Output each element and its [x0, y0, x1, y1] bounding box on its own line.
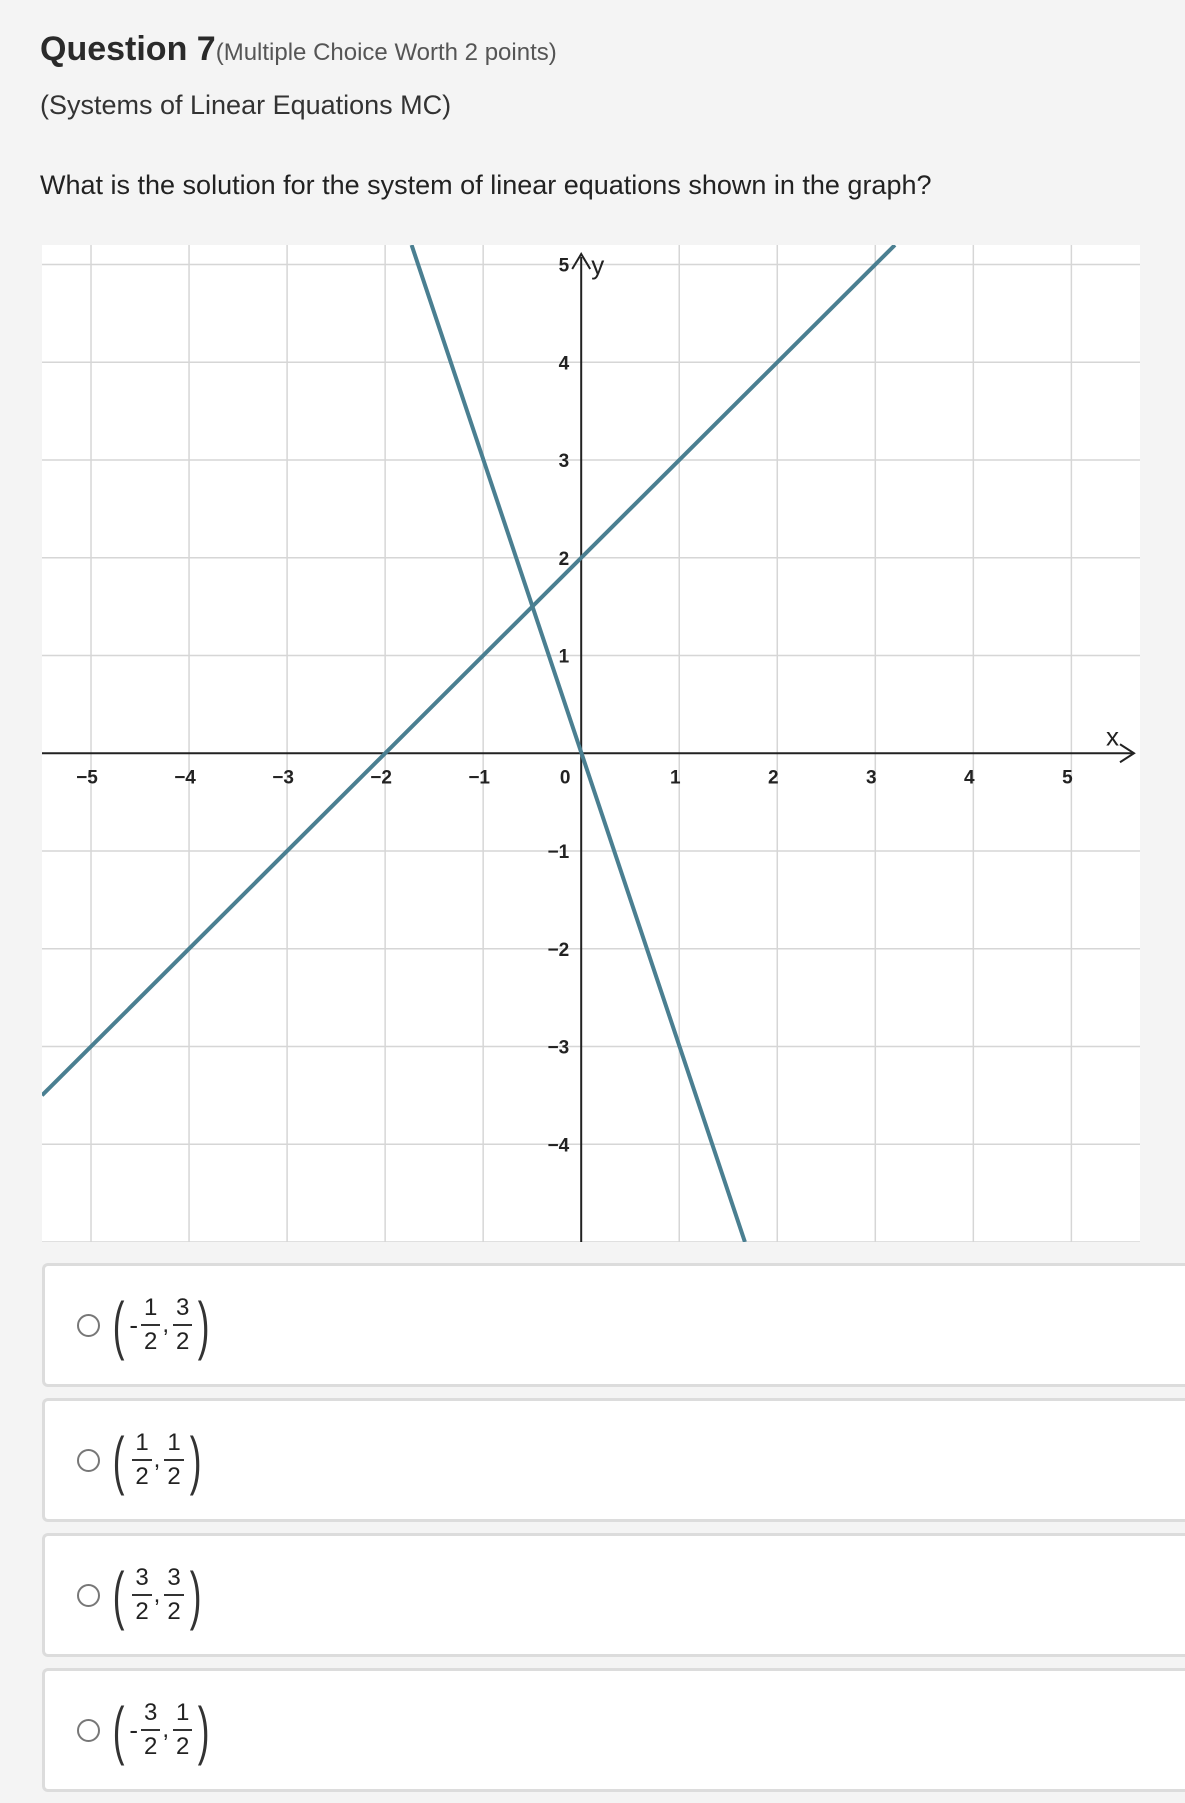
numerator: 1: [132, 1431, 151, 1461]
option-expression: [108, 1694, 215, 1766]
option-expression: [108, 1424, 206, 1496]
answer-options: [42, 1263, 1185, 1803]
denominator: 2: [167, 1463, 181, 1490]
numerator: 3: [173, 1296, 192, 1326]
option-c[interactable]: [42, 1533, 1185, 1657]
denominator: 2: [135, 1463, 149, 1490]
option-expression: [108, 1559, 206, 1631]
question-meta: (Multiple Choice Worth 2 points): [215, 39, 557, 66]
right-paren: ): [198, 1289, 210, 1361]
sign: -: [129, 1309, 138, 1340]
y-tick-label: −3: [547, 1037, 570, 1059]
x-tick-label: 4: [964, 767, 975, 789]
series-line-2: [412, 245, 745, 1242]
numerator: 1: [164, 1431, 183, 1461]
graph: [42, 245, 1140, 1242]
y-tick-label: −2: [547, 939, 570, 961]
x-tick-label: −1: [468, 767, 490, 789]
comma: ,: [153, 1446, 161, 1473]
denominator: 2: [135, 1598, 149, 1625]
y-tick-label: 4: [558, 353, 570, 375]
fraction: [141, 1701, 160, 1759]
x-tick-label: −3: [272, 767, 294, 789]
left-paren: (: [112, 1424, 125, 1496]
radio-button[interactable]: [77, 1719, 100, 1742]
fraction: [164, 1566, 183, 1624]
denominator: 2: [176, 1328, 190, 1355]
comma: ,: [153, 1581, 161, 1608]
denominator: 2: [143, 1733, 158, 1760]
x-tick-label: 2: [767, 767, 779, 789]
right-paren: ): [189, 1559, 202, 1631]
numerator: 1: [141, 1296, 160, 1326]
fraction: [132, 1566, 151, 1624]
option-a[interactable]: [42, 1263, 1185, 1387]
radio-button[interactable]: [77, 1314, 100, 1337]
y-tick-label: −1: [547, 842, 570, 864]
radio-button[interactable]: [77, 1449, 100, 1472]
y-tick-label: 5: [558, 255, 570, 277]
x-tick-label: 1: [669, 767, 681, 789]
x-tick-label: −2: [370, 767, 392, 789]
question-category: (Systems of Linear Equations MC): [40, 90, 452, 120]
graph-svg: [42, 245, 1140, 1242]
numerator: 3: [141, 1701, 160, 1731]
left-paren: (: [112, 1694, 125, 1766]
comma: ,: [162, 1311, 170, 1338]
numerator: 3: [132, 1566, 151, 1596]
radio-button[interactable]: [77, 1584, 100, 1607]
fraction: [141, 1296, 160, 1354]
denominator: 2: [167, 1598, 181, 1625]
left-paren: (: [112, 1289, 125, 1361]
right-paren: ): [198, 1694, 210, 1766]
y-axis-label: y: [591, 250, 605, 280]
fraction: [173, 1701, 192, 1759]
x-tick-label: 0: [559, 767, 571, 789]
question-text: What is the solution for the system of linear equations shown in the graph?: [40, 170, 932, 200]
y-tick-label: 2: [558, 548, 570, 570]
sign: -: [129, 1714, 138, 1745]
numerator: 3: [164, 1566, 183, 1596]
fraction: [132, 1431, 151, 1489]
x-tick-label: 3: [866, 767, 877, 789]
y-tick-label: −4: [547, 1135, 570, 1157]
left-paren: (: [112, 1559, 125, 1631]
x-axis-label: x: [1106, 721, 1119, 752]
question-header: [40, 30, 557, 69]
right-paren: ): [189, 1424, 202, 1496]
x-tick-label: 5: [1062, 767, 1073, 789]
series-line-1: [42, 245, 895, 1095]
comma: ,: [162, 1716, 170, 1743]
y-tick-label: 1: [558, 646, 570, 668]
denominator: 2: [143, 1328, 158, 1355]
fraction: [173, 1296, 192, 1354]
option-d[interactable]: [42, 1668, 1185, 1792]
question-title: Question 7: [40, 30, 216, 68]
fraction: [164, 1431, 183, 1489]
y-tick-label: 3: [558, 451, 570, 473]
x-tick-label: −5: [76, 767, 98, 789]
denominator: 2: [176, 1733, 190, 1760]
option-expression: [108, 1289, 215, 1361]
x-tick-label: −4: [174, 767, 196, 789]
option-b[interactable]: [42, 1398, 1185, 1522]
numerator: 1: [173, 1701, 192, 1731]
